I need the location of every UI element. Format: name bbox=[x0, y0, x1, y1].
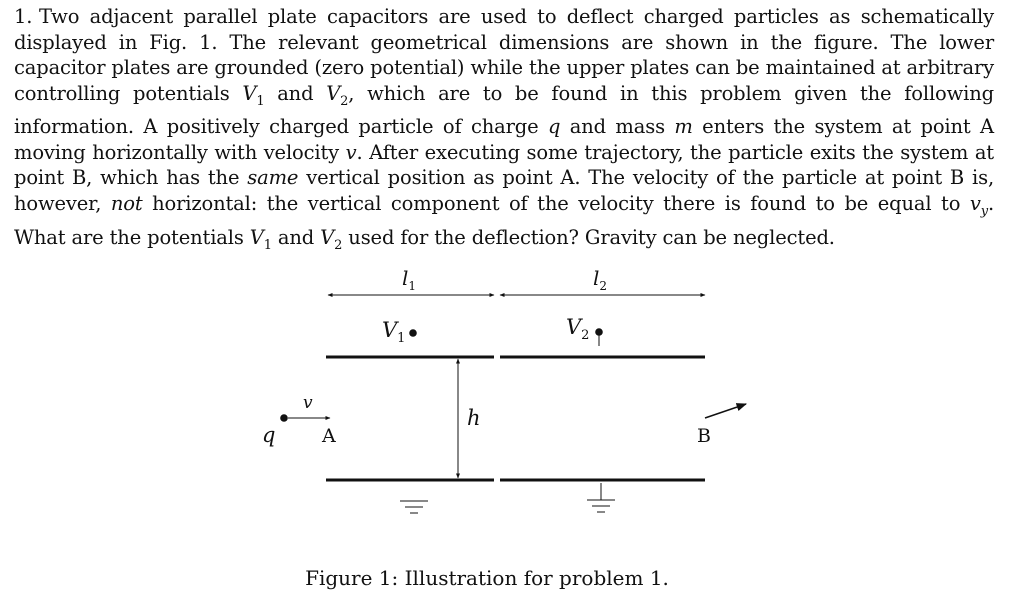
problem-text-run: V bbox=[320, 225, 335, 249]
figure-caption: Figure 1: Illustration for problem 1. bbox=[305, 566, 669, 590]
problem-text-run: y bbox=[980, 203, 988, 219]
l2-label: $l_2$ bbox=[593, 266, 608, 293]
problem-text-run: . What are the potentials bbox=[14, 192, 994, 249]
charge-label: q bbox=[262, 423, 276, 447]
problem-text-run: V bbox=[242, 81, 257, 105]
problem-text-run: q bbox=[547, 115, 561, 139]
problem-text-run: Two adjacent parallel plate capacitors are used to deflect charged particles as schematically displayed in Fig. 1. The relevant geometrical dimensions are shown in the figure. The lower capacitor plates are grounded (zero potential) while the upper plates can be maintained at arbitrary controlling potentials bbox=[14, 5, 994, 105]
problem-text-run: , which are to be found in this problem given the following information. A positively charged particle of charge bbox=[14, 81, 994, 139]
problem-text-run: and bbox=[264, 81, 327, 105]
problem-text-run: v bbox=[345, 140, 357, 164]
problem-text-run: . After executing some trajectory, the particle exits the system at point B, which has the bbox=[14, 140, 994, 190]
particle-dot bbox=[280, 414, 288, 422]
problem-text-run: horizontal: the vertical component of the velocity there is found to be equal to bbox=[142, 192, 970, 216]
problem-text-run: 1 bbox=[263, 237, 272, 253]
problem-text-run: V bbox=[326, 81, 341, 105]
problem-text-run: not bbox=[110, 192, 143, 216]
l1-label: $l_1$ bbox=[402, 266, 417, 293]
problem-text-run: and mass bbox=[560, 115, 675, 139]
ground-icon bbox=[400, 501, 428, 513]
point-a-label: A bbox=[322, 425, 336, 447]
h-label: h bbox=[467, 406, 481, 430]
v1-terminal-dot bbox=[409, 329, 417, 337]
problem-text-run: m bbox=[674, 115, 693, 139]
problem-text-run: V bbox=[249, 225, 264, 249]
ground-icon bbox=[587, 483, 615, 512]
problem-text-run: vertical position as point A. The velocity of the particle at point B is, however, bbox=[14, 166, 994, 216]
problem-text-run: v bbox=[969, 192, 981, 216]
problem-text-run: used for the deflection? Gravity can be neglected. bbox=[342, 225, 835, 249]
exit-velocity-arrow bbox=[705, 404, 746, 418]
point-b-label: B bbox=[697, 425, 711, 447]
problem-text-run: 1 bbox=[256, 93, 265, 109]
problem-text-run: enters the system at point A moving horizontally with velocity bbox=[14, 115, 994, 164]
velocity-label: v bbox=[303, 393, 313, 413]
v2-label: $V_2$ bbox=[566, 315, 590, 343]
problem-text-run: 2 bbox=[340, 93, 349, 109]
v1-label: $V_1$ bbox=[382, 318, 406, 346]
problem-text-run: and bbox=[271, 225, 321, 249]
problem-text-run: same bbox=[247, 166, 299, 190]
problem-number: 1. bbox=[14, 5, 33, 28]
problem-text-run: 2 bbox=[334, 237, 343, 253]
